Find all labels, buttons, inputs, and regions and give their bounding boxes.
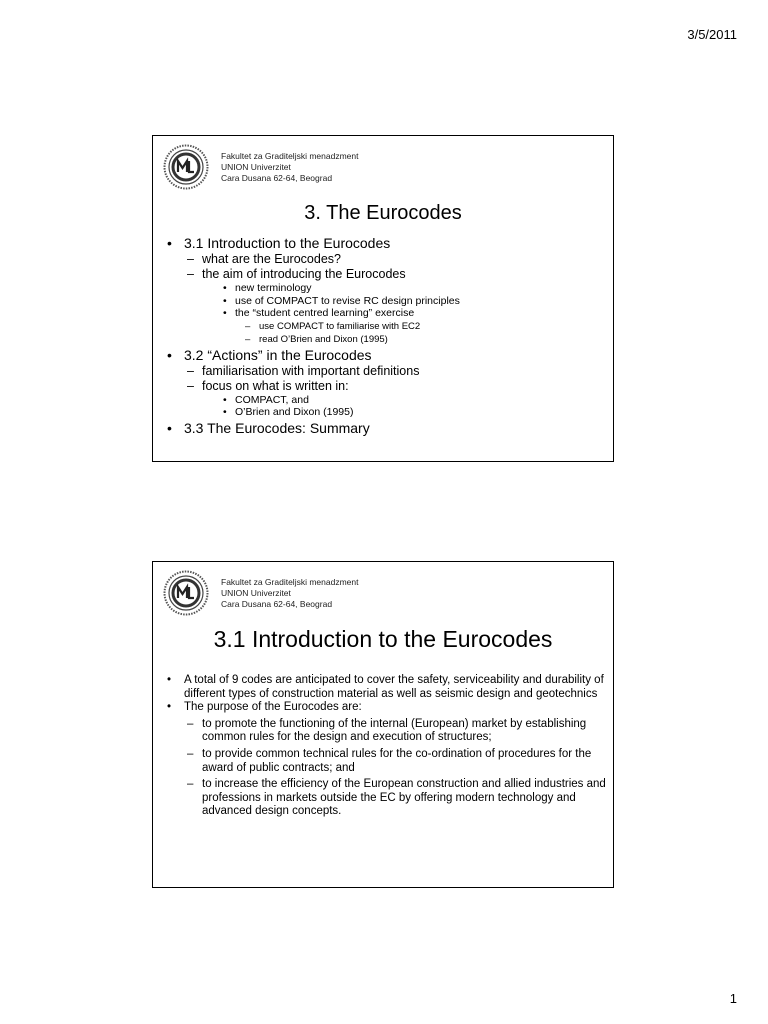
- university-logo-icon: [163, 570, 209, 616]
- bullet-item: • use of COMPACT to revise RC design principles: [165, 295, 607, 308]
- bullet-item: – what are the Eurocodes?: [165, 252, 607, 267]
- org-university: UNION Univerzitet: [221, 161, 291, 172]
- page-number: 1: [729, 991, 737, 1006]
- university-logo-icon: [163, 144, 209, 190]
- bullet-item: • O’Brien and Dixon (1995): [165, 406, 607, 419]
- bullet-item: • 3.2 “Actions” in the Eurocodes: [165, 346, 607, 364]
- page-date: 3/5/2011: [687, 27, 737, 42]
- slide-bullets: [165, 674, 607, 819]
- slide-1: [152, 135, 614, 462]
- bullet-item: – to promote the functioning of the internal (European) market by establishing common rules for the design and execution of structures;: [165, 718, 607, 745]
- bullet-item: • A total of 9 codes are anticipated to cover the safety, serviceability and durability of different types of construction material as well as seismic design and geotechnics: [165, 674, 607, 701]
- org-address: Cara Dusana 62-64, Beograd: [221, 172, 333, 183]
- bullet-item: • The purpose of the Eurocodes are:: [165, 701, 607, 715]
- bullet-item: – the aim of introducing the Eurocodes: [165, 267, 607, 282]
- bullet-item: – to provide common technical rules for the co-ordination of procedures for the award of public contracts; and: [165, 748, 607, 775]
- bullet-item: – familiarisation with important definitions: [165, 364, 607, 379]
- slide-header: [163, 144, 358, 190]
- bullet-item: – to increase the efficiency of the European construction and allied industries and professions in markets outside the EC by offering modern technology and advanced design concepts.: [165, 778, 607, 819]
- bullet-item: • 3.3 The Eurocodes: Summary: [165, 419, 607, 437]
- bullet-item: – use COMPACT to familiarise with EC2: [165, 320, 607, 333]
- org-address: Cara Dusana 62-64, Beograd: [221, 598, 333, 609]
- bullet-item: – read O’Brien and Dixon (1995): [165, 333, 607, 346]
- bullet-item: • COMPACT, and: [165, 394, 607, 407]
- slide-title: 3.1 Introduction to the Eurocodes: [213, 626, 553, 652]
- org-name: Fakultet za Graditeljski menadzment: [221, 576, 359, 587]
- slide-2: [152, 561, 614, 888]
- org-name: Fakultet za Graditeljski menadzment: [221, 150, 359, 161]
- bullet-item: – focus on what is written in:: [165, 379, 607, 394]
- slide-header: [163, 570, 358, 616]
- organization-info: [221, 577, 358, 610]
- slide-bullets: [165, 234, 607, 437]
- bullet-item: • the “student centred learning” exercise: [165, 307, 607, 320]
- slide-title: 3. The Eurocodes: [304, 202, 462, 224]
- bullet-item: • 3.1 Introduction to the Eurocodes: [165, 234, 607, 252]
- bullet-item: • new terminology: [165, 282, 607, 295]
- organization-info: [221, 151, 358, 184]
- org-university: UNION Univerzitet: [221, 587, 291, 598]
